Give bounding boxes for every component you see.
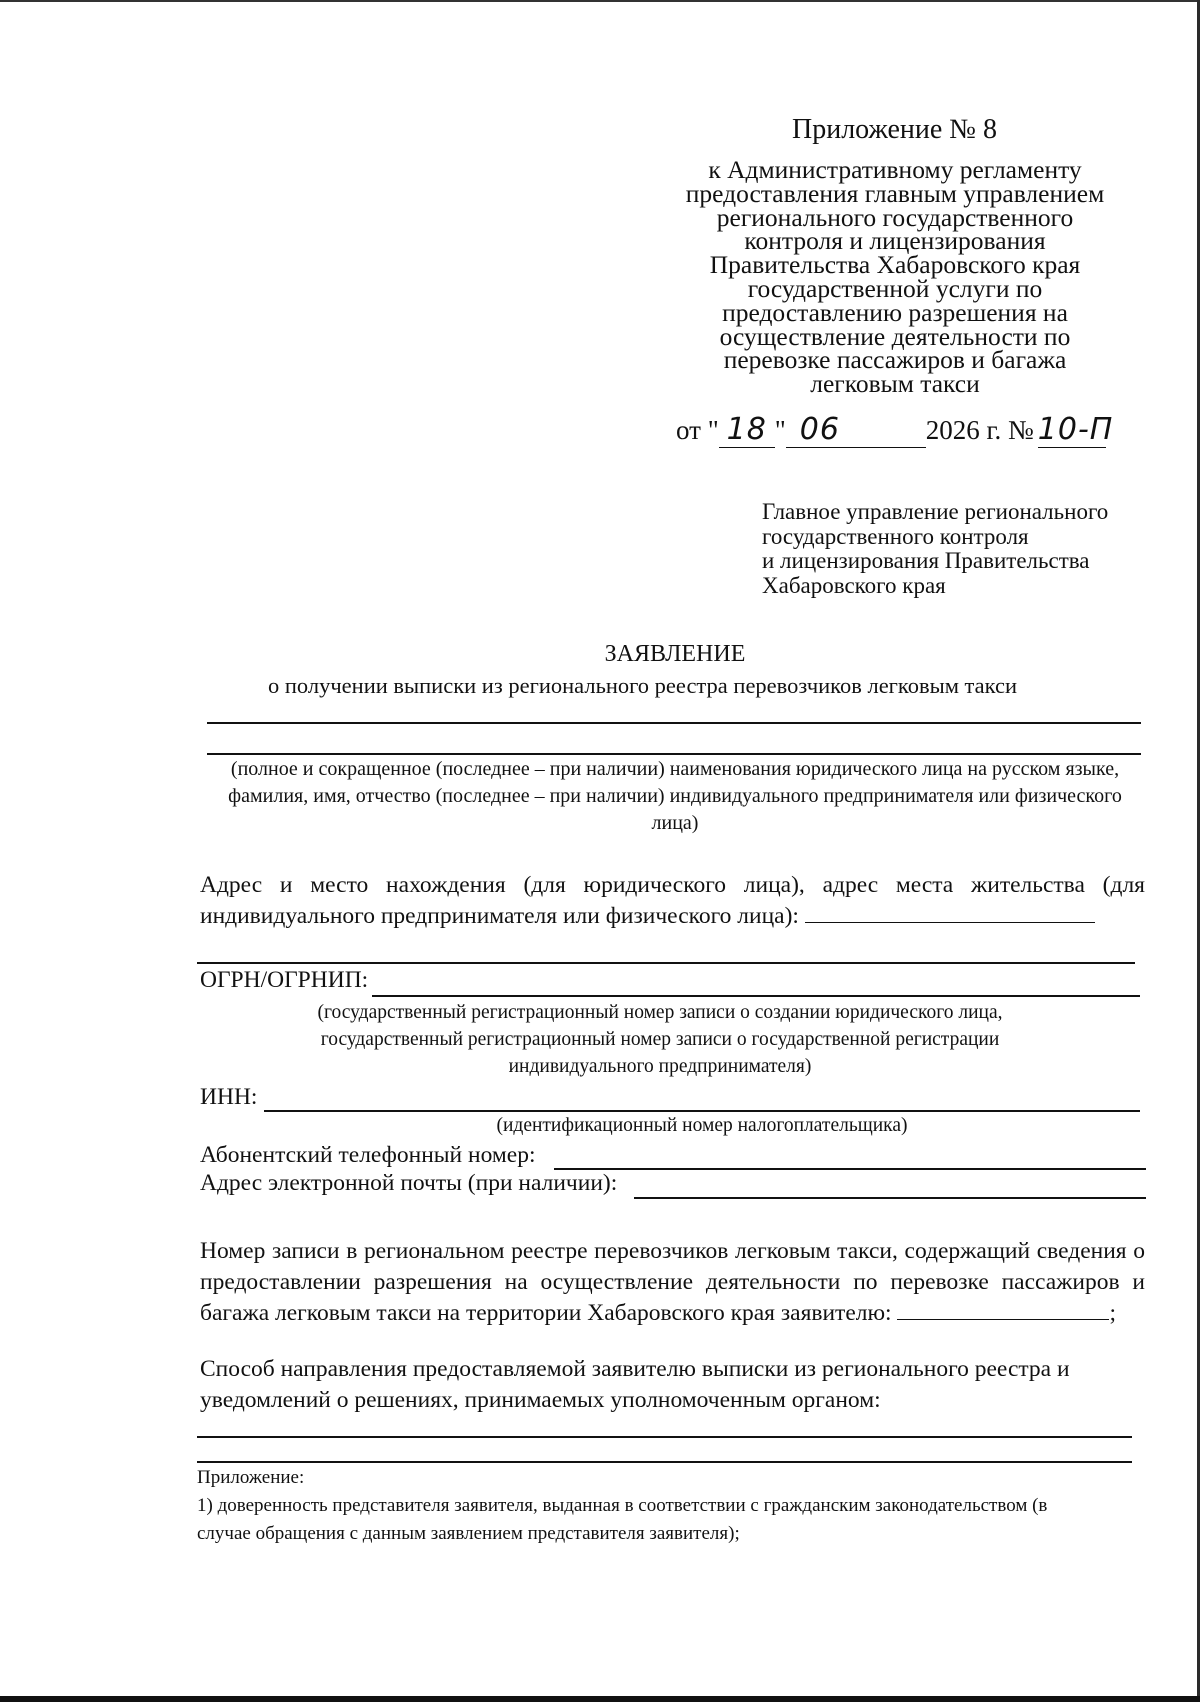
annex-line: осуществление деятельности по (719, 321, 1071, 351)
delivery-field-line[interactable] (197, 1436, 1132, 1438)
address-label-text: Адрес и место нахождения (для юридического лица), адрес места жительства (для индивидуального предпринимателя или физического лица): (200, 872, 1145, 929)
registry-number-field[interactable] (897, 1319, 1109, 1320)
annex-line: легковым такси (810, 369, 980, 399)
date-day: 18 (719, 412, 775, 448)
phone-field[interactable] (554, 1168, 1146, 1170)
annex-line: контроля и лицензирования (744, 226, 1046, 256)
ogrn-label: ОГРН/ОГРНИП: (200, 967, 369, 993)
document-subtitle: о получении выписки из регионального реестра перевозчиков легковым такси (268, 673, 1018, 698)
date-month: 06 (786, 412, 926, 448)
inn-label: ИНН: (200, 1084, 258, 1110)
annex-line: к Административному регламенту (708, 155, 1082, 184)
recipient-block (762, 500, 1108, 598)
registry-label (200, 1236, 1145, 1329)
annex-text (655, 155, 1135, 399)
scan-border-top (0, 0, 1200, 2)
ogrn-hint: (государственный регистрационный номер записи о создании юридического лица, государственный регистрационный номер записи о государственной регистрации индивидуального предпринимателя) (317, 1002, 1003, 1077)
annex-line: предоставления главным управлением (685, 178, 1105, 208)
annex-line: предоставлению разрешения на (722, 297, 1068, 327)
annex-date-line (676, 412, 1114, 448)
annex-line: перевозке пассажиров и багажа (723, 345, 1067, 375)
document-title: ЗАЯВЛЕНИЕ (604, 641, 746, 667)
date-prefix: от " (676, 415, 719, 445)
scan-border-bottom (0, 1696, 1200, 1702)
recipient-line: государственного контроля (762, 523, 1029, 549)
date-separator: " (774, 415, 786, 445)
recipient-line: Хабаровского края (762, 572, 946, 598)
annex-line: Правительства Хабаровского края (709, 250, 1081, 280)
email-field[interactable] (634, 1197, 1146, 1199)
registry-end: ; (1109, 1300, 1116, 1326)
inn-hint: (идентификационный номер налогоплательщика) (496, 1115, 908, 1136)
delivery-label: Способ направления предоставляемой заявителю выписки из регионального реестра и уведомлений о решениях, принимаемых уполномоченным органом: (200, 1356, 1070, 1413)
recipient-line: и лицензирования Правительства (762, 548, 1090, 573)
recipient-line: Главное управление регионального (762, 499, 1109, 524)
annex-line: государственной услуги по (747, 273, 1043, 303)
ogrn-field[interactable] (372, 995, 1140, 997)
annex-title: Приложение № 8 (792, 114, 997, 145)
date-year: 2026 г. № (925, 415, 1034, 445)
annex-line: регионального государственного (716, 202, 1074, 232)
address-field-line[interactable] (197, 962, 1135, 964)
address-field[interactable] (805, 922, 1095, 923)
phone-label: Абонентский телефонный номер: (200, 1142, 536, 1168)
name-field-hint: (полное и сокращенное (последнее – при наличии) наименования юридического лица на русском языке, фамилия, имя, отчество (последнее – при наличии) индивидуального предпринимателя или физического лица) (228, 758, 1122, 834)
address-label (200, 870, 1145, 932)
attachments-title: Приложение: (197, 1467, 305, 1488)
document-number: 10-П (1037, 412, 1114, 447)
email-label: Адрес электронной почты (при наличии): (200, 1170, 618, 1196)
attachment-item-1: 1) доверенность представителя заявителя, выданная в соответствии с гражданским законодательством (в случае обращения с данным заявлением представителя заявителя); (197, 1495, 1048, 1544)
name-field-line[interactable] (207, 722, 1141, 724)
name-field-line[interactable] (207, 753, 1141, 755)
delivery-field-line[interactable] (197, 1461, 1132, 1463)
registry-label-text: Номер записи в региональном реестре перевозчиков легковым такси, содержащий сведения о предоставлении разрешения на осуществление деятельности по перевозке пассажиров и багажа легковым такси на территории Хабаровского края заявителю: (200, 1238, 1145, 1326)
